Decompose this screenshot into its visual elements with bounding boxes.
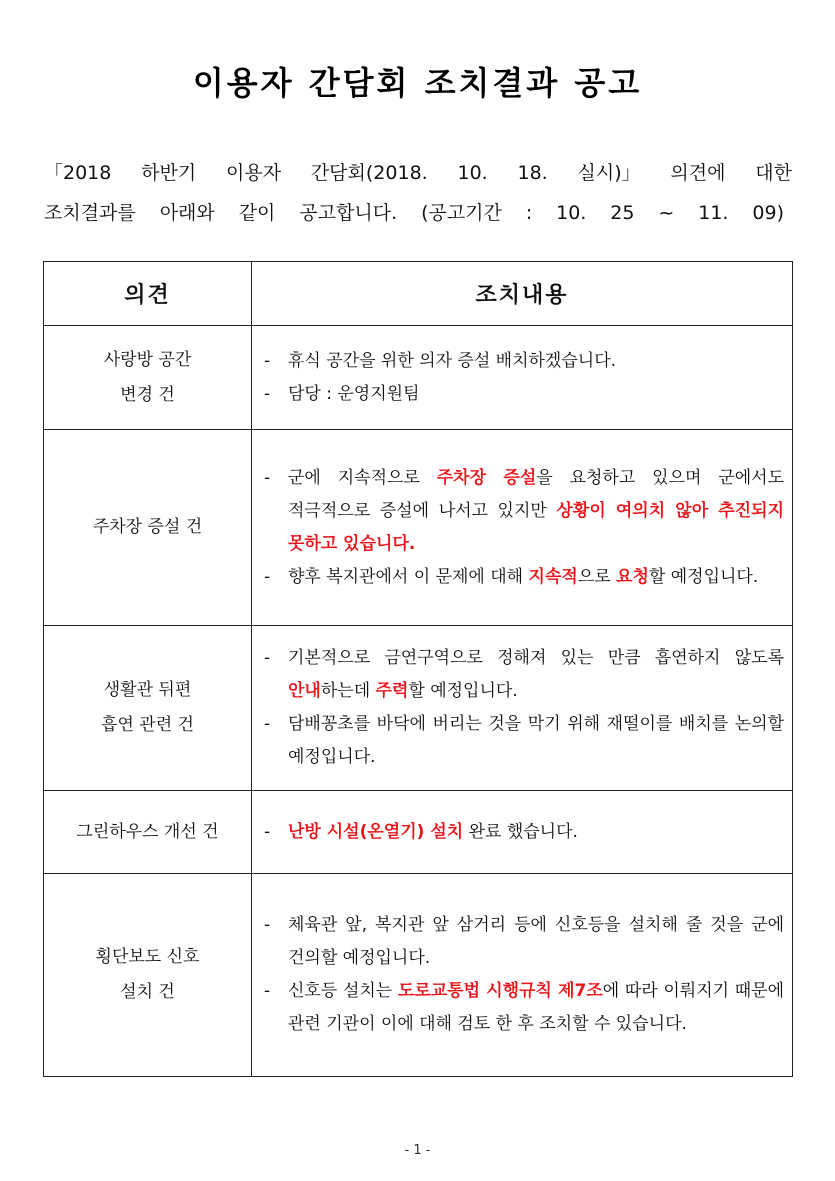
action-item	[264, 708, 784, 774]
action-cell	[252, 430, 793, 626]
intro-word: 실시)」	[577, 162, 641, 184]
table-row	[44, 326, 793, 430]
opinion-text: 그린하우스 개선 건	[76, 821, 219, 842]
opinion-text: 주차장 증설 건	[92, 517, 203, 537]
action-item	[264, 462, 784, 561]
highlight-text: 안내	[288, 681, 321, 701]
plain-text: 담배꽁초를 바닥에 버리는 것을 막기 위해 재떨이를 배치를 논의할 예정입니다.	[288, 714, 784, 767]
action-item	[264, 378, 784, 411]
table-row	[44, 874, 793, 1077]
highlight-text: 상황이 여의치 않아 추진되지 못하고 있습니다.	[288, 500, 784, 554]
list-dash-marker: -	[264, 383, 271, 404]
opinion-cell	[44, 874, 252, 1077]
intro-word: 이용자	[225, 162, 282, 184]
table-row	[44, 430, 793, 626]
plain-text: 기본적으로 금연구역으로 정해져 있는 만큼 흡연하지 않도록	[288, 648, 784, 668]
plain-text: 하는데	[320, 681, 376, 701]
intro-word: 10.	[457, 162, 488, 184]
intro-word: 공고합니다.	[299, 202, 398, 224]
intro-word: 조치결과를	[44, 202, 136, 224]
opinion-text: 생활관 뒤편	[103, 680, 192, 700]
highlight-text: 난방 시설(온열기) 설치	[288, 821, 464, 842]
intro-line-1	[44, 153, 792, 193]
plain-text: 으로	[577, 566, 617, 587]
list-dash-marker: -	[264, 566, 271, 587]
action-item	[264, 975, 784, 1041]
opinion-text: 사랑방 공간	[103, 349, 192, 370]
plain-text: 휴식 공간을 위한 의자 증설 배치하겠습니다.	[288, 350, 617, 371]
intro-word: 아래와	[159, 202, 215, 224]
highlight-text: 도로교통법 시행규칙 제7조	[397, 981, 603, 1001]
action-item-text	[288, 345, 784, 378]
action-item-text	[288, 909, 784, 975]
opinion-cell	[44, 326, 252, 430]
action-cell	[252, 326, 793, 430]
highlight-text: 주력	[375, 681, 409, 701]
intro-word: 18.	[517, 162, 548, 184]
action-item-text	[288, 378, 784, 411]
opinion-text: 횡단보도 신호	[95, 947, 200, 967]
action-item-text	[288, 708, 784, 774]
intro-line-2	[44, 193, 784, 233]
plain-text: 향후 복지관에서 이 문제에 대해	[288, 566, 529, 587]
list-dash-marker: -	[264, 714, 271, 734]
intro-word: :	[525, 202, 533, 224]
action-cell	[252, 791, 793, 874]
intro-word: 의견에	[670, 162, 726, 184]
opinion-text: 변경 건	[120, 384, 175, 405]
table-header-row	[44, 262, 793, 326]
page-title: 이용자 간담회 조치결과 공고	[192, 64, 643, 102]
intro-word: 25	[610, 202, 635, 224]
action-item	[264, 816, 784, 849]
opinion-cell	[44, 430, 252, 626]
intro-word: 하반기	[141, 162, 197, 184]
action-item	[264, 561, 784, 594]
table-row	[44, 791, 793, 874]
plain-text: 에 따라 이뤄지기 때문에 관련 기관이 이에 대해 검토 한 후 조치할 수 있습니다.	[288, 981, 784, 1034]
action-item-text	[288, 816, 784, 849]
table-row	[44, 626, 793, 791]
action-item-text	[288, 561, 784, 594]
intro-word: 11.	[698, 202, 729, 224]
plain-text: 군에 지속적으로	[288, 467, 437, 488]
header-action: 조치내용	[252, 262, 793, 326]
intro-paragraph	[44, 153, 792, 233]
list-dash-marker: -	[264, 821, 271, 842]
list-dash-marker: -	[264, 467, 271, 488]
plain-text: 을 요청하고 있으며 군에서도 적극적으로 증설에 나서고 있지만	[288, 467, 785, 521]
page-number: - 1 -	[404, 1143, 431, 1158]
intro-word: 대한	[755, 162, 792, 184]
action-cell	[252, 874, 793, 1077]
intro-word: 같이	[238, 202, 276, 224]
action-item	[264, 909, 784, 975]
header-opinion: 의견	[44, 262, 252, 326]
intro-word: 「2018	[44, 162, 112, 184]
plain-text: 할 예정입니다.	[648, 566, 759, 587]
highlight-text: 요청	[616, 566, 649, 587]
action-item	[264, 345, 784, 378]
intro-word: 간담회(2018.	[310, 162, 428, 184]
opinion-cell	[44, 626, 252, 791]
opinion-text: 흡연 관련 건	[101, 715, 194, 735]
action-item-text	[288, 642, 784, 708]
action-item	[264, 642, 784, 708]
highlight-text: 지속적	[528, 566, 578, 587]
action-item-text	[288, 975, 784, 1041]
action-results-table	[43, 261, 793, 1077]
list-dash-marker: -	[264, 648, 271, 668]
plain-text: 담당 : 운영지원팀	[288, 383, 420, 404]
list-dash-marker: -	[264, 981, 271, 1001]
plain-text: 체육관 앞, 복지관 앞 삼거리 등에 신호등을 설치해 줄 것을 군에 건의할 예정입니다.	[288, 915, 784, 968]
intro-word: 09)	[752, 202, 784, 224]
plain-text: 신호등 설치는	[288, 981, 398, 1001]
list-dash-marker: -	[264, 350, 271, 371]
action-item-text	[288, 462, 784, 561]
intro-word: ~	[658, 202, 675, 224]
opinion-cell	[44, 791, 252, 874]
plain-text: 할 예정입니다.	[408, 681, 518, 701]
intro-word: (공고기간	[421, 202, 502, 224]
intro-word: 10.	[556, 202, 587, 224]
plain-text: 완료 했습니다.	[463, 821, 578, 842]
opinion-text: 설치 건	[120, 982, 175, 1002]
action-cell	[252, 626, 793, 791]
list-dash-marker: -	[264, 915, 271, 935]
highlight-text: 주차장 증설	[436, 467, 537, 488]
